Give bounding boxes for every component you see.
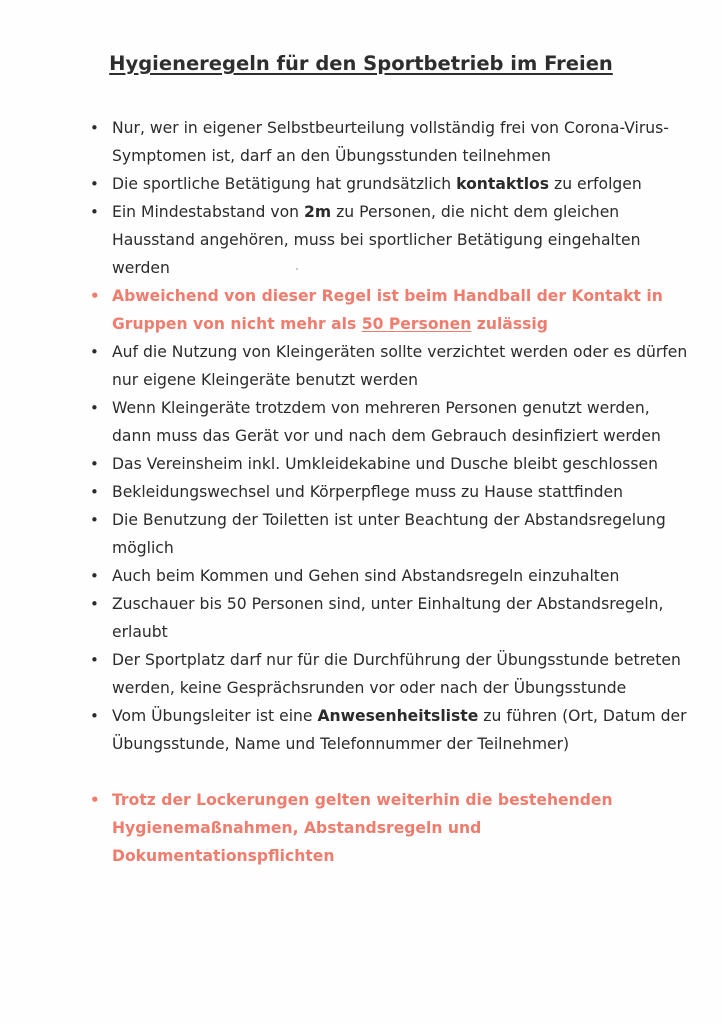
bullet-icon: • [90, 175, 99, 193]
rule-item [90, 114, 690, 170]
bullet-icon: • [90, 511, 99, 529]
rule-text: zulässig [471, 315, 548, 333]
rule-item [90, 170, 690, 198]
rule-text: Der Sportplatz darf nur für die Durchführung der Übungsstunde betreten werden, keine Gesprächsrunden vor oder nach der Übungsstunde [112, 651, 681, 697]
bullet-icon: • [90, 651, 99, 669]
rule-item-highlight [90, 786, 690, 870]
bullet-icon: • [90, 399, 99, 417]
rule-item [90, 562, 690, 590]
rule-text: Trotz der Lockerungen gelten weiterhin die bestehenden Hygienemaßnahmen, Abstandsregeln und Dokumentationspflichten [112, 791, 613, 865]
rule-text: Das Vereinsheim inkl. Umkleidekabine und Dusche bleibt geschlossen [112, 455, 658, 473]
bullet-icon: • [90, 595, 99, 613]
rule-underlined-text: 50 Personen [361, 315, 472, 333]
rule-text: zu führen (Ort, Datum der Übungsstunde, Name und Telefonnummer der Teilnehmer) [112, 707, 687, 753]
bullet-icon: • [90, 455, 99, 473]
rule-bold-text: kontaktlos [456, 175, 550, 193]
rule-bold-text: 2m [304, 203, 332, 221]
rule-text: Auch beim Kommen und Gehen sind Abstandsregeln einzuhalten [112, 567, 620, 585]
rule-text: Bekleidungswechsel und Körperpflege muss zu Hause stattfinden [112, 483, 624, 501]
rule-item [90, 702, 690, 758]
rule-item [90, 450, 690, 478]
rule-item [90, 646, 690, 702]
bullet-icon: • [90, 483, 99, 501]
bullet-icon: • [90, 707, 99, 725]
bullet-icon: • [90, 203, 99, 221]
rule-item [90, 198, 690, 282]
rule-item-highlight [90, 282, 690, 338]
rule-text: Die sportliche Betätigung hat grundsätzlich [112, 175, 457, 193]
rule-bold-text: Anwesenheitsliste [317, 707, 479, 725]
rule-text: Nur, wer in eigener Selbstbeurteilung vollständig frei von Corona-Virus-Symptomen ist, darf an den Übungsstunden teilnehmen [112, 119, 669, 165]
rule-item [90, 590, 690, 646]
rule-text: Die Benutzung der Toiletten ist unter Beachtung der Abstandsregelung möglich [112, 511, 666, 557]
rule-item [90, 478, 690, 506]
bullet-icon: • [90, 791, 100, 809]
rule-text: Vom Übungsleiter ist eine [112, 707, 318, 725]
rule-item [90, 394, 690, 450]
rules-list [90, 114, 690, 870]
rule-item [90, 338, 690, 394]
bullet-icon: • [90, 119, 99, 137]
rule-text: Zuschauer bis 50 Personen sind, unter Einhaltung der Abstandsregeln, erlaubt [112, 595, 664, 641]
rule-item [90, 506, 690, 562]
rule-text: zu Personen, die nicht dem gleichen Hausstand angehören, muss bei sportlicher Betätigung eingehalten werden [112, 203, 641, 277]
bullet-icon: • [90, 343, 99, 361]
bullet-icon: • [90, 287, 100, 305]
bullet-icon: • [90, 567, 99, 585]
rule-text: Ein Mindestabstand von [112, 203, 305, 221]
rule-text: Abweichend von dieser Regel ist beim Handball der Kontakt in Gruppen von nicht mehr als [112, 287, 663, 333]
page-title: Hygieneregeln für den Sportbetrieb im Freien [109, 52, 613, 75]
rule-text: zu erfolgen [549, 175, 642, 193]
rule-text: Wenn Kleingeräte trotzdem von mehreren Personen genutzt werden, dann muss das Gerät vor und nach dem Gebrauch desinfiziert werden [112, 399, 661, 445]
scan-speck [296, 268, 298, 270]
rule-text: Auf die Nutzung von Kleingeräten sollte verzichtet werden oder es dürfen nur eigene Kleingeräte benutzt werden [112, 343, 688, 389]
